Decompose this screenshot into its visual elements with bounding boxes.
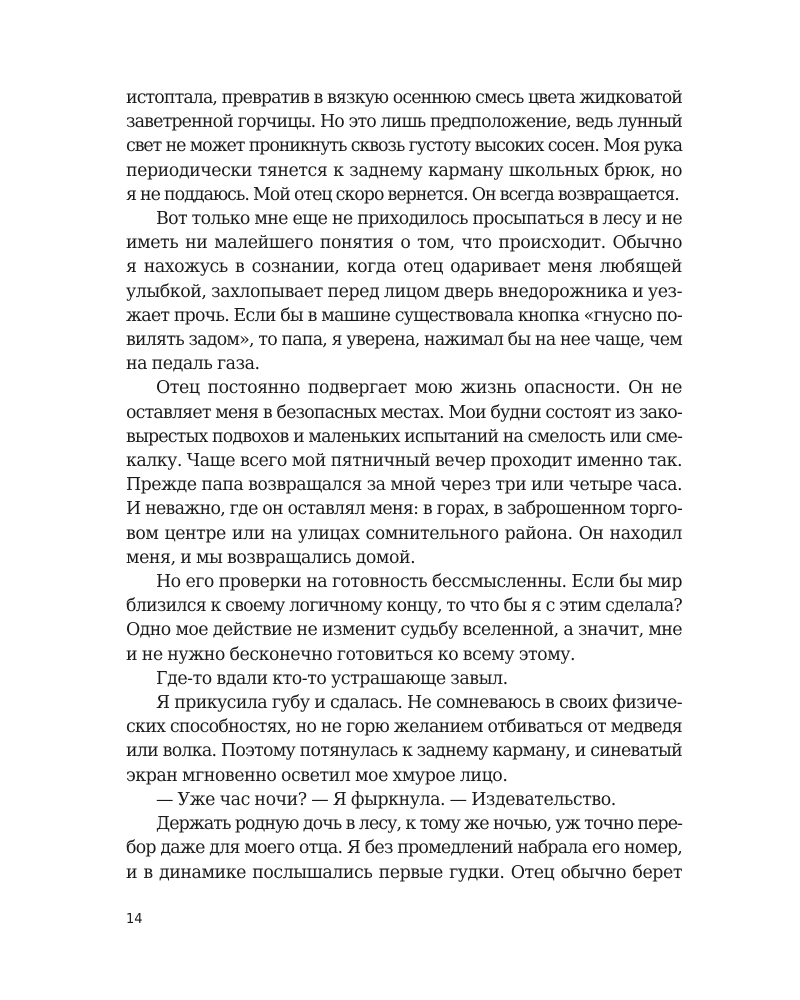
text-line: на педаль газа. (126, 354, 260, 375)
text-line: Где-то вдали кто-то устрашающе завыл. (156, 668, 508, 689)
text-line: Вот только мне еще не приходилось просыпаться в лесу и не (156, 209, 682, 230)
text-line: Прежде папа возвращался за мной через три или четыре часа. (126, 475, 682, 496)
text-line: Одно мое действие не изменит судьбу вселенной, а значит, мне (126, 620, 682, 641)
text-line: Держать родную дочь в лесу, к тому же ночью, уж точно пере- (156, 814, 682, 835)
text-line: близился к своему логичному концу, то что бы я с этим сделала? (126, 596, 682, 617)
text-line: вырестых подвохов и маленьких испытаний на смелость или сме- (126, 426, 682, 447)
text-line: истоптала, превратив в вязкую осеннюю смесь цвета жидковатой (126, 88, 682, 108)
text-line: жает прочь. Если бы в машине существовала кнопка «гнусно по- (126, 305, 682, 326)
text-line: я нахожусь в сознании, когда отец одаривает меня любящей (126, 257, 682, 278)
page-number: 14 (126, 912, 143, 927)
body-text (126, 86, 682, 885)
text-line: оставляет меня в безопасных местах. Мои будни состоят из зако- (126, 402, 682, 423)
text-line: меня, и мы возвращались домой. (126, 547, 416, 568)
text-line: периодически тянется к заднему карману школьных брюк, но (126, 160, 682, 181)
text-line: вом центре или на улицах сомнительного района. Он находил (126, 523, 682, 544)
text-line: улыбкой, захлопывает перед лицом дверь внедорожника и уез- (126, 281, 682, 302)
text-line: и не нужно бесконечно готовиться ко всему этому. (126, 644, 576, 665)
text-line: я не поддаюсь. Мой отец скоро вернется. Он всегда возвращается. (126, 184, 679, 205)
text-line: или волка. Поэтому потянулась к заднему карману, и синеватый (126, 741, 682, 762)
text-line: И неважно, где он оставлял меня: в горах, в заброшенном торго- (126, 499, 682, 520)
text-line: иметь ни малейшего понятия о том, что происходит. Обычно (126, 233, 682, 254)
text-line: — Уже час ночи? — Я фыркнула. — Издевательство. (156, 789, 616, 810)
text-line: и в динамике послышались первые гудки. Отец обычно берет (126, 862, 682, 883)
text-line: свет не может проникнуть сквозь густоту высоких сосен. Моя рука (126, 136, 682, 157)
text-line: заветренной горчицы. Но это лишь предположение, ведь лунный (126, 112, 682, 133)
text-line: Отец постоянно подвергает мою жизнь опасности. Он не (156, 378, 682, 399)
text-line: Но его проверки на готовность бессмысленны. Если бы мир (156, 572, 682, 593)
text-line: ских способностях, но не горю желанием отбиваться от медведя (126, 717, 682, 738)
text-line: бор даже для моего отца. Я без промедлений набрала его номер, (126, 838, 682, 859)
text-line: вилять задом», то папа, я уверена, нажимал бы на нее чаще, чем (126, 330, 682, 351)
text-line: калку. Чаще всего мой пятничный вечер проходит именно так. (126, 451, 682, 472)
text-line: экран мгновенно осветил мое хмурое лицо. (126, 765, 508, 786)
text-line: Я прикусила губу и сдалась. Не сомневаюсь в своих физиче- (156, 693, 682, 714)
